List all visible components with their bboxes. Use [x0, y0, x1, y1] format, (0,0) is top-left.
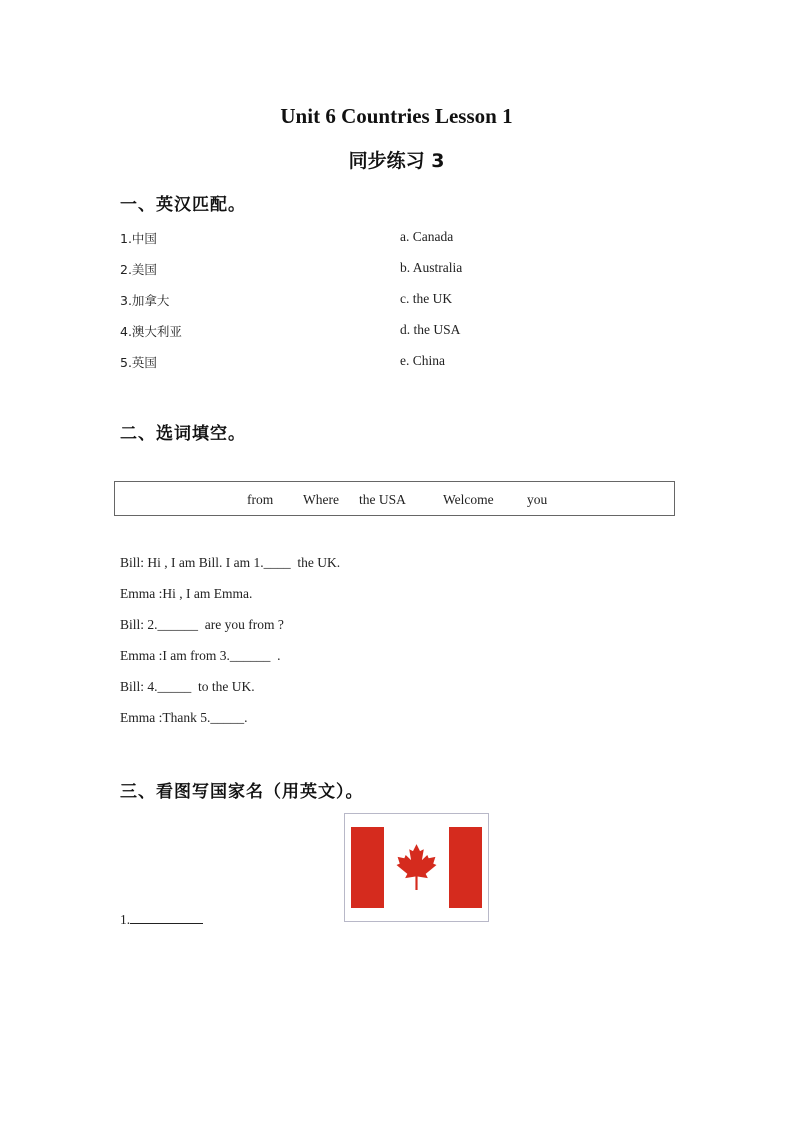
flag-answer-1: 1.	[120, 911, 203, 928]
match-option-d: d. the USA	[400, 322, 461, 337]
word-bank-word: Welcome	[443, 492, 494, 507]
word-bank-word: from	[247, 492, 274, 507]
match-item-5: 5.英国	[120, 355, 157, 370]
match-option-b: b. Australia	[400, 260, 463, 275]
canada-flag-image	[344, 813, 489, 922]
section1-heading: 一、英汉匹配。	[120, 195, 246, 215]
match-item-3: 3.加拿大	[120, 293, 170, 308]
match-item-4: 4.澳大利亚	[120, 324, 182, 339]
dialogue-line-3: Bill: 2.______ are you from ?	[120, 617, 284, 632]
blank-2[interactable]: ______	[157, 617, 199, 632]
match-option-e: e. China	[400, 353, 445, 368]
word-bank-word: the USA	[359, 492, 406, 507]
dialogue-line-1: Bill: Hi , I am Bill. I am 1.____ the UK.	[120, 555, 341, 570]
page-title: Unit 6 Countries Lesson 1	[280, 104, 513, 128]
page-subtitle: 同步练习 3	[348, 150, 445, 172]
blank-5[interactable]: _____	[210, 710, 245, 725]
section2-heading: 二、选词填空。	[120, 424, 246, 444]
blank-3[interactable]: ______	[229, 648, 271, 663]
word-bank-box	[114, 481, 675, 516]
match-item-1: 1.中国	[120, 231, 157, 246]
match-option-c: c. the UK	[400, 291, 453, 306]
match-option-a: a. Canada	[400, 229, 454, 244]
section3-heading: 三、看图写国家名（用英文）。	[120, 782, 364, 802]
word-bank-word: Where	[303, 492, 339, 507]
flag-answer-blank-1[interactable]	[130, 911, 203, 924]
dialogue-line-6: Emma :Thank 5._____.	[120, 710, 248, 725]
match-item-2: 2.美国	[120, 262, 157, 277]
dialogue-line-4: Emma :I am from 3.______ .	[120, 648, 281, 663]
blank-4[interactable]: _____	[157, 679, 192, 694]
word-bank-word: you	[527, 492, 548, 507]
canada-flag-icon	[345, 814, 488, 921]
dialogue-line-5: Bill: 4._____ to the UK.	[120, 679, 255, 694]
blank-1[interactable]: ____	[263, 555, 291, 570]
dialogue-line-2: Emma :Hi , I am Emma.	[120, 586, 253, 601]
